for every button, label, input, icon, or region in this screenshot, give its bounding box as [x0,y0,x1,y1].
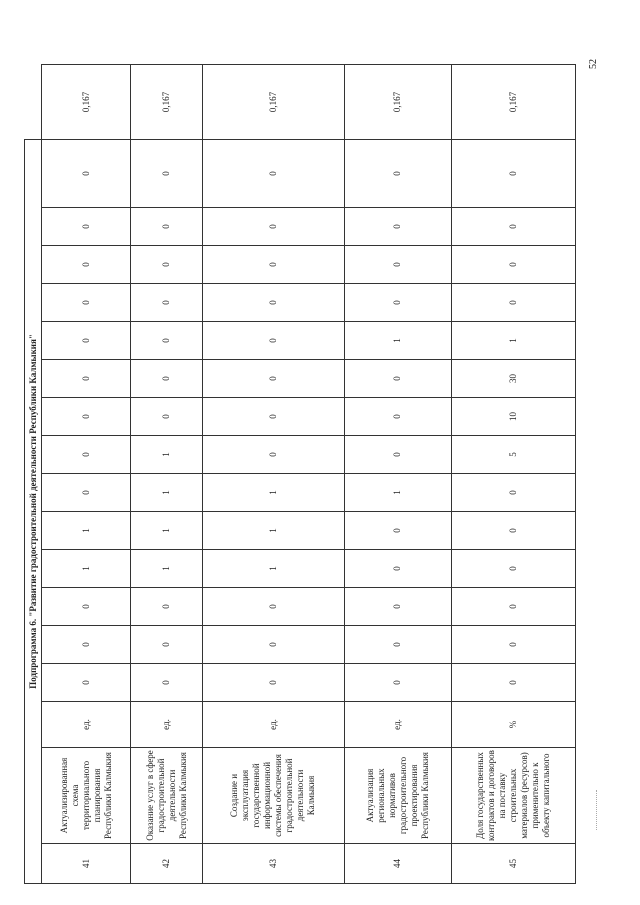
table-row [131,65,203,884]
value-cell: 1 [131,474,203,512]
value-cell: 0 [344,626,451,664]
value-cell: 0 [131,398,203,436]
value-cell: 0 [131,246,203,284]
value-cell: 0 [344,398,451,436]
value-cell: 0 [202,626,344,664]
value-cell: 0 [344,664,451,702]
indicator-name: Доля государственных контрактов и договоров на поставку строительных материалов (ресурсов) применительно к объекту капитального [451,748,575,844]
row-number: 44 [344,844,451,884]
value-cell: 0 [202,436,344,474]
value-cell: 0 [344,284,451,322]
subprogram-title: Подпрограмма 6. "Развитие градостроительной деятельности Республики Калмыкия" [25,139,42,883]
value-cell: 1 [451,322,575,360]
value-cell: 0 [451,474,575,512]
value-cell: 5 [451,436,575,474]
value-cell: 0 [202,360,344,398]
subprogram-row [25,65,42,884]
value-cell: 0 [344,588,451,626]
row-number: 41 [42,844,131,884]
table-row [202,65,344,884]
value-cell: 0 [344,436,451,474]
value-cell: 0 [42,360,131,398]
value-cell: 0 [344,139,451,207]
value-cell: 0 [451,550,575,588]
rotated-table-stage [24,64,576,884]
table-row [451,65,575,884]
indicator-name: Создание и эксплуатация государственной информационной системы обеспечения градостроительной деятельности Калмыкия [202,748,344,844]
value-cell: 0 [202,246,344,284]
value-cell: 0 [42,588,131,626]
value-cell: 0 [451,208,575,246]
value-cell: 0,167 [42,65,131,140]
value-cell: 0 [202,208,344,246]
indicator-name: Оказание услуг в сфере градостроительной деятельности Республики Калмыкия [131,748,203,844]
value-cell: 0 [131,208,203,246]
value-cell: 0 [42,208,131,246]
value-cell: 0 [42,398,131,436]
value-cell: 0 [451,512,575,550]
value-cell: 0 [42,139,131,207]
value-cell: 0 [42,284,131,322]
value-cell: 0 [202,322,344,360]
unit-cell: ед. [202,702,344,748]
value-cell: 0 [202,398,344,436]
unit-cell: ед. [131,702,203,748]
value-cell: 0 [202,284,344,322]
value-cell: 1 [202,474,344,512]
value-cell: 1 [131,550,203,588]
value-cell: 0 [451,246,575,284]
value-cell: 0 [131,626,203,664]
value-cell: 0 [131,139,203,207]
value-cell: 0 [202,588,344,626]
table-row [42,65,131,884]
value-cell: 10 [451,398,575,436]
value-cell: 0 [131,322,203,360]
value-cell: 30 [451,360,575,398]
indicators-table [24,64,576,884]
value-cell: 1 [131,436,203,474]
value-cell: 0 [451,588,575,626]
indicator-name: Актуализированная схема территориального планирования Республики Калмыкия [42,748,131,844]
value-cell: 1 [131,512,203,550]
value-cell: 0 [202,664,344,702]
value-cell: 1 [202,550,344,588]
value-cell: 0 [42,474,131,512]
value-cell: 0 [131,588,203,626]
value-cell: 0 [131,360,203,398]
value-cell: 0 [344,246,451,284]
scan-mark [596,790,599,830]
value-cell: 0 [451,284,575,322]
value-cell: 0,167 [202,65,344,140]
value-cell: 1 [42,550,131,588]
value-cell: 0 [42,436,131,474]
row-number: 42 [131,844,203,884]
table-body [25,65,576,884]
value-cell: 0 [131,664,203,702]
value-cell: 0 [451,626,575,664]
value-cell: 0,167 [451,65,575,140]
value-cell: 0 [202,139,344,207]
value-cell: 0 [344,550,451,588]
unit-cell: ед. [42,702,131,748]
indicator-name: Актуализация региональных нормативов градостроительного проектирования Республики Калмыкия [344,748,451,844]
row-number: 45 [451,844,575,884]
value-cell: 0 [42,664,131,702]
row-number: 43 [202,844,344,884]
value-cell: 0 [344,208,451,246]
value-cell: 0,167 [344,65,451,140]
unit-cell: % [451,702,575,748]
value-cell: 0 [344,360,451,398]
value-cell: 0 [42,626,131,664]
value-cell: 1 [202,512,344,550]
unit-cell: ед. [344,702,451,748]
value-cell: 1 [344,474,451,512]
page-number: 52 [588,59,599,69]
value-cell: 0 [131,284,203,322]
value-cell: 0 [451,664,575,702]
table-row [344,65,451,884]
value-cell: 1 [344,322,451,360]
value-cell: 0,167 [131,65,203,140]
value-cell: 0 [344,512,451,550]
value-cell: 1 [42,512,131,550]
value-cell: 0 [42,322,131,360]
value-cell: 0 [42,246,131,284]
value-cell: 0 [451,139,575,207]
